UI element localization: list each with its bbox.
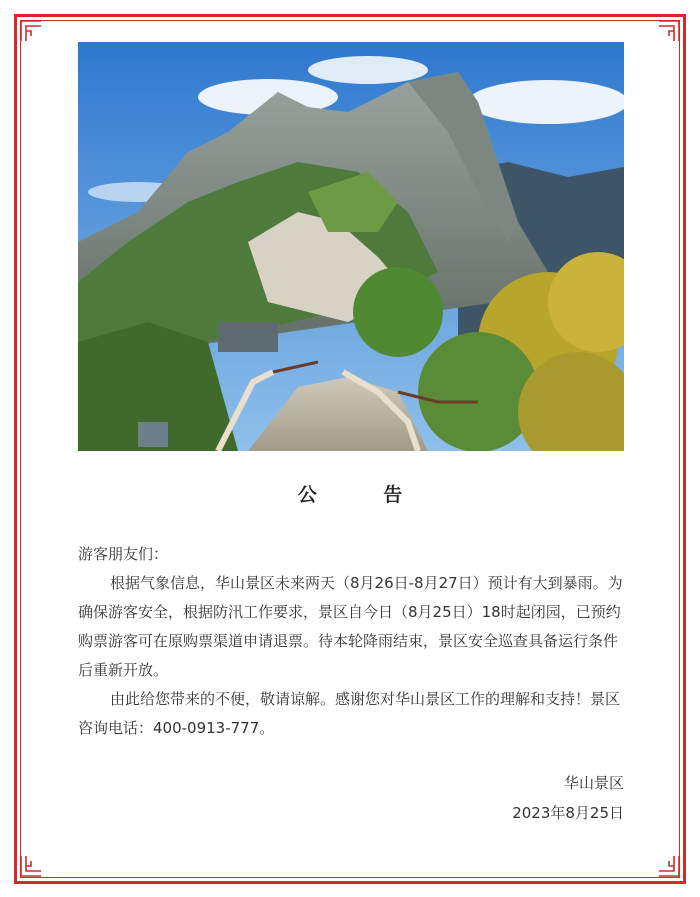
signature: 华山景区 (563, 774, 624, 792)
corner-ornament-icon (658, 20, 680, 42)
corner-ornament-icon (658, 855, 680, 877)
huashan-mountain-photo (78, 42, 624, 451)
greeting: 游客朋友们： (78, 545, 169, 563)
corner-ornament-icon (20, 855, 42, 877)
signature-block (512, 768, 624, 828)
corner-ornament-icon (20, 20, 42, 42)
notice-body (78, 540, 624, 743)
notice-paragraph: 由此给您带来的不便，敬请谅解。感谢您对华山景区工作的理解和支持！景区咨询电话：400-0913-777。 (78, 690, 621, 737)
date: 2023年8月25日 (512, 804, 624, 822)
notice-title: 公 告 (297, 484, 433, 506)
notice-paragraph: 根据气象信息，华山景区未来两天（8月26日-8月27日）预计有大到暴雨。为确保游客安全，根据防汛工作要求，景区自今日（8月25日）18时起闭园，已预约购票游客可在原购票渠道申请退票。待本轮降雨结束，景区安全巡查具备运行条件后重新开放。 (78, 574, 623, 679)
